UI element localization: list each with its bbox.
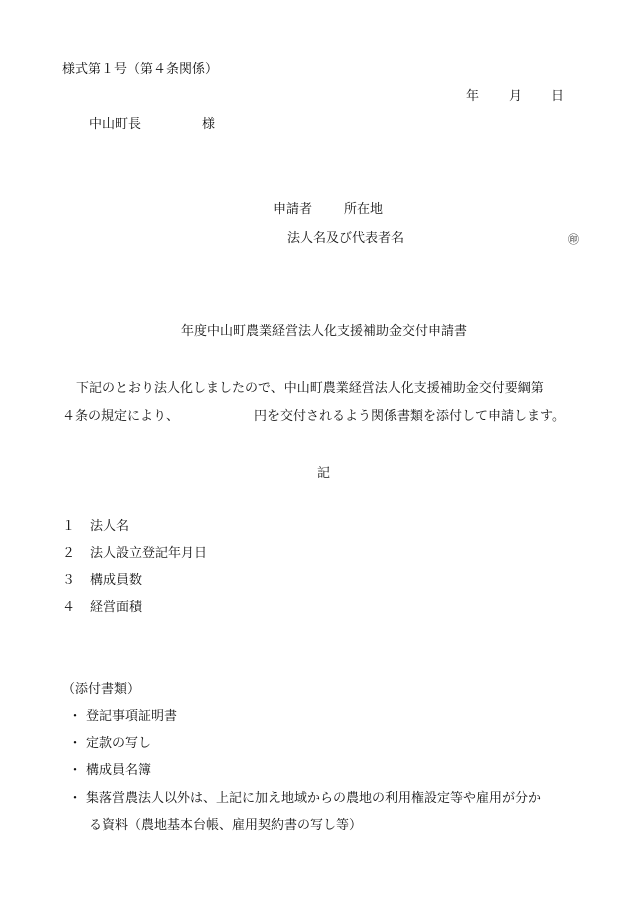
attachments-heading: （添付書類）: [62, 682, 141, 697]
date-month: 月: [509, 89, 523, 104]
attachment-label: 定款の写し: [86, 736, 152, 751]
attachment-item: [64, 709, 177, 725]
attachment-continuation: る資料（農地基本台帳、雇用契約書の写し等）: [89, 818, 363, 833]
list-item-label: 法人設立登記年月日: [90, 546, 208, 561]
list-item: [62, 573, 142, 589]
list-item-label: 構成員数: [90, 573, 143, 588]
list-item-number: ４: [62, 600, 76, 615]
bullet-icon: ・: [68, 736, 82, 751]
list-item: [62, 600, 142, 616]
list-item-number: １: [62, 519, 76, 534]
seal-mark: [568, 232, 579, 248]
document-title: 年度中山町農業経営法人化支援補助金交付申請書: [181, 324, 468, 339]
attachment-label: 集落営農法人以外は、上記に加え地域からの農地の利用権設定等や雇用が分か: [86, 791, 542, 806]
attachment-item: [64, 791, 541, 807]
attachment-label: 構成員名簿: [86, 763, 152, 778]
ki-heading: 記: [317, 466, 331, 481]
body-line-1: 下記のとおり法人化しましたので、中山町農業経営法人化支援補助金交付要綱第: [76, 381, 544, 396]
date-day: 日: [551, 89, 565, 104]
bullet-icon: ・: [68, 791, 82, 806]
list-item-number: ３: [62, 573, 76, 588]
applicant-label: 申請者: [273, 202, 313, 217]
bullet-icon: ・: [68, 763, 82, 778]
applicant-address-label: 所在地: [344, 202, 384, 217]
attachment-label: 登記事項証明書: [86, 709, 178, 724]
seal-icon: ㊞: [568, 233, 579, 246]
list-item: [62, 519, 129, 535]
applicant-name-label: 法人名及び代表者名: [287, 231, 405, 246]
bullet-icon: ・: [68, 709, 82, 724]
body-line-2a: ４条の規定により、: [62, 409, 180, 424]
body-line-2b: 円を交付されるよう関係書類を添付して申請します。: [254, 409, 565, 424]
list-item: [62, 546, 207, 562]
list-item-number: ２: [62, 546, 76, 561]
attachment-item: [64, 763, 151, 779]
attachment-item: [64, 736, 151, 752]
addressee-name: 中山町長: [89, 117, 142, 132]
list-item-label: 経営面積: [90, 600, 143, 615]
addressee-honorific: 様: [202, 117, 216, 132]
list-item-label: 法人名: [90, 519, 130, 534]
date-year: 年: [466, 89, 480, 104]
form-number: 様式第１号（第４条関係）: [62, 62, 219, 77]
